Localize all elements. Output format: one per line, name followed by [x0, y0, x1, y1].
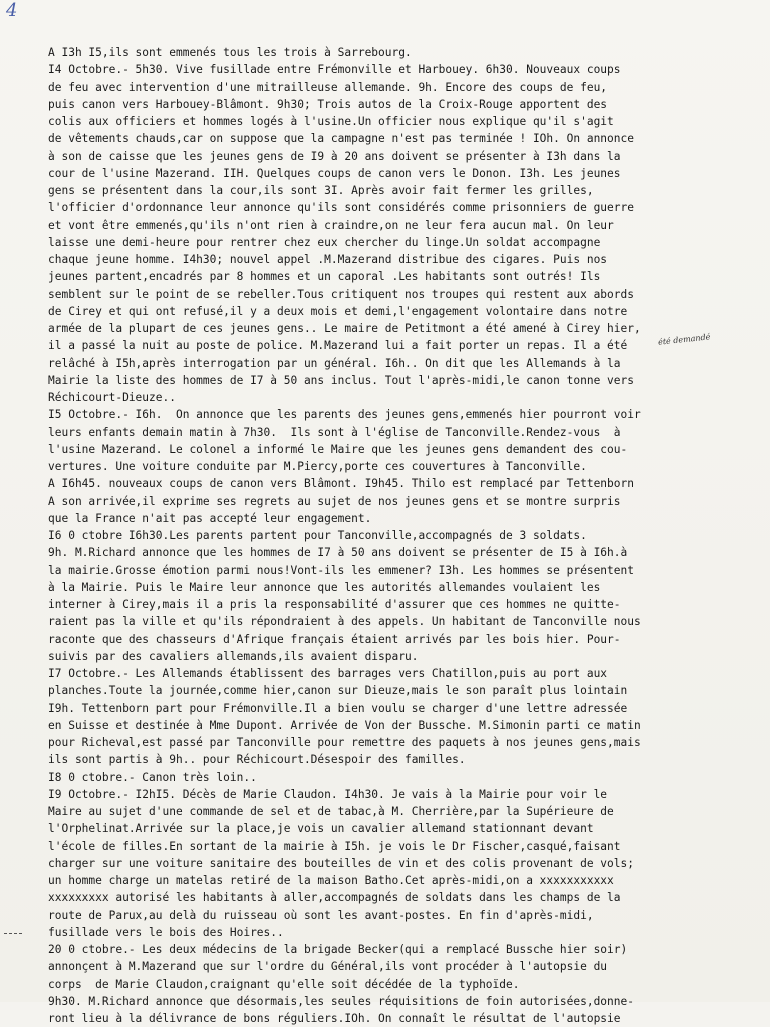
- text-line: charger sur une voiture sanitaire des bouteilles de vin et des colis provenant de vols;: [48, 856, 634, 870]
- text-line: ils sont partis à 9h.. pour Réchicourt.Désespoir des familles.: [48, 753, 466, 767]
- text-line: route de Parux,au delà du ruisseau où sont les avant-postes. En fin d'après-midi,: [48, 908, 594, 922]
- text-line: vertures. Une voiture conduite par M.Piercy,porte ces couvertures à Tanconville.: [48, 460, 587, 473]
- text-line: laisse une demi-heure pour rentrer chez eux chercher du linge.Un soldat accompagne: [48, 235, 601, 249]
- text-line: de feu avec intervention d'une mitrailleuse allemande. 9h. Encore des coups de feu,: [48, 80, 608, 94]
- text-line: I5 Octobre.- I6h. On annonce que les parents des jeunes gens,emmenés hier pourront voir: [48, 408, 641, 422]
- text-line: fusillade vers le bois des Hoires..: [48, 925, 284, 939]
- text-line: de vêtements chauds,car on suppose que la campagne n'est pas terminée ! IOh. On annonce: [48, 132, 634, 146]
- text-line: I6 0 ctobre I6h30.Les parents partent pour Tanconville,accompagnés de 3 soldats.: [48, 529, 587, 542]
- text-line: annonçent à M.Mazerand que sur l'ordre du Général,ils vont procéder à l'autopsie du: [48, 960, 608, 974]
- text-line: 9h. M.Richard annonce que les hommes de I7 à 50 ans doivent se présenter de I5 à I6h.à: [48, 546, 628, 560]
- text-line: suivis par des cavaliers allemands,ils avaient disparu.: [48, 649, 419, 663]
- text-line: chaque jeune homme. I4h30; nouvel appel .M.Mazerand distribue des cigares. Puis nos: [48, 253, 608, 266]
- text-line: A son arrivée,il exprime ses regrets au sujet de nos jeunes gens et se montre surpris: [48, 494, 621, 508]
- text-line: raient pas la ville et qu'ils répondraient à des appels. Un habitant de Tanconville nous: [48, 615, 641, 629]
- text-line: ront lieu à la délivrance de bons réguliers.IOh. On connaît le résultat de l'autopsie: [48, 1012, 621, 1025]
- text-line: 20 0 ctobre.- Les deux médecins de la brigade Becker(qui a remplacé Bussche hier soir): [48, 943, 628, 956]
- handwritten-annotation: été demandé: [657, 332, 711, 347]
- text-line: colis aux officiers et hommes logés à l'usine.Un officier nous explique qu'il s'agit: [48, 115, 614, 128]
- text-line: I7 Octobre.- Les Allemands établissent des barrages vers Chatillon,puis au port aux: [48, 667, 608, 680]
- text-line: armée de la plupart de ces jeunes gens.. Le maire de Petitmont a été amené à Cirey hier,: [48, 322, 641, 335]
- text-line: corps de Marie Claudon,craignant qu'elle soit décédée de la typhoïde.: [48, 977, 520, 991]
- text-line: l'Orphelinat.Arrivée sur la place,je vois un cavalier allemand stationnant devant: [48, 822, 594, 836]
- text-line: xxxxxxxxx autorisé les habitants à aller,accompagnés de soldats dans les champs de la: [48, 891, 621, 905]
- text-line: interner à Cirey,mais il a pris la responsabilité d'assurer que ces hommes ne quitte-: [48, 598, 621, 611]
- text-line: cour de l'usine Mazerand. IIH. Quelques coups de canon vers le Donon. I3h. Les jeunes: [48, 166, 621, 180]
- text-line: un homme charge un matelas retiré de la maison Batho.Cet après-midi,on a xxxxxxxxxxx: [48, 874, 614, 887]
- text-line: l'usine Mazerand. Le colonel a informé le Maire que les jeunes gens demandent des cou-: [48, 442, 628, 456]
- text-line: A I6h45. nouveaux coups de canon vers Blâmont. I9h45. Thilo est remplacé par Tettenborn: [48, 477, 634, 491]
- text-line: Maire au sujet d'une commande de sel et de tabac,à M. Cherrière,par la Supérieure de: [48, 805, 614, 818]
- text-line: 9h30. M.Richard annonce que désormais,les seules réquisitions de foin autorisées,donne-: [48, 994, 634, 1008]
- margin-mark: [4, 933, 22, 937]
- text-line: que la France n'ait pas accepté leur engagement.: [48, 511, 372, 525]
- text-line: jeunes partent,encadrés par 8 hommes et un caporal .Les habitants sont outrés! Ils: [48, 270, 601, 284]
- text-line: relâché à I5h,après interrogation par un général. I6h.. On dit que les Allemands à la: [48, 356, 621, 370]
- typed-text-body: [48, 44, 760, 1027]
- text-line: A I3h I5,ils sont emmenés tous les trois à Sarrebourg.: [48, 46, 412, 59]
- text-line: l'officier d'ordonnance leur annonce qu'ils sont considérés comme prisonniers de guerre: [48, 201, 634, 215]
- text-line: à son de caisse que les jeunes gens de I9 à 20 ans doivent se présenter à I3h dans la: [48, 149, 621, 163]
- text-line: I9h. Tettenborn part pour Frémonville.Il a bien voulu se charger d'une lettre adressée: [48, 701, 628, 715]
- text-line: l'école de filles.En sortant de la mairie à I5h. je vois le Dr Fischer,casqué,faisant: [48, 839, 621, 853]
- text-line: I4 Octobre.- 5h30. Vive fusillade entre Frémonville et Harbouey. 6h30. Nouveaux coups: [48, 63, 621, 77]
- text-line: il a passé la nuit au poste de police. M.Mazerand lui a fait porter un repas. Il a été: [48, 339, 628, 353]
- text-line: I8 0 ctobre.- Canon très loin..: [48, 770, 257, 784]
- text-line: semblent sur le point de se rebeller.Tous critiquent nos troupes qui restent aux abords: [48, 287, 634, 301]
- text-line: à la Mairie. Puis le Maire leur annonce que les autorités allemandes voulaient les: [48, 580, 601, 594]
- text-line: puis canon vers Harbouey-Blâmont. 9h30; Trois autos de la Croix-Rouge apportent des: [48, 97, 608, 111]
- page-number: 4: [6, 0, 18, 21]
- text-line: la mairie.Grosse émotion parmi nous!Vont-ils les emmener? I3h. Les hommes se présentent: [48, 563, 634, 577]
- text-line: planches.Toute la journée,comme hier,canon sur Dieuze,mais le son paraît plus lointain: [48, 684, 628, 698]
- text-line: leurs enfants demain matin à 7h30. Ils sont à l'église de Tanconville.Rendez-vous à: [48, 425, 621, 439]
- text-line: de Cirey et qui ont refusé,il y a deux mois et demi,l'engagement volontaire dans notre: [48, 304, 628, 318]
- text-line: Réchicourt-Dieuze..: [48, 391, 176, 404]
- text-line: et vont être emmenés,qu'ils n'ont rien à craindre,on ne leur fera aucun mal. On leur: [48, 218, 614, 232]
- text-line: raconte que des chasseurs d'Afrique français étaient arrivés par les bois hier. Pour-: [48, 632, 621, 646]
- text-line: Mairie la liste des hommes de I7 à 50 ans inclus. Tout l'après-midi,le canon tonne vers: [48, 373, 634, 387]
- text-line: I9 Octobre.- I2hI5. Décès de Marie Claudon. I4h30. Je vais à la Mairie pour voir le: [48, 787, 608, 801]
- text-line: gens se présentent dans la cour,ils sont 3I. Après avoir fait fermer les grilles,: [48, 184, 594, 197]
- text-line: pour Richeval,est passé par Tanconville pour remettre des paquets à nos jeunes gens,mais: [48, 736, 641, 749]
- text-line: en Suisse et destinée à Mme Dupont. Arrivée de Von der Bussche. M.Simonin parti ce matin: [48, 718, 641, 732]
